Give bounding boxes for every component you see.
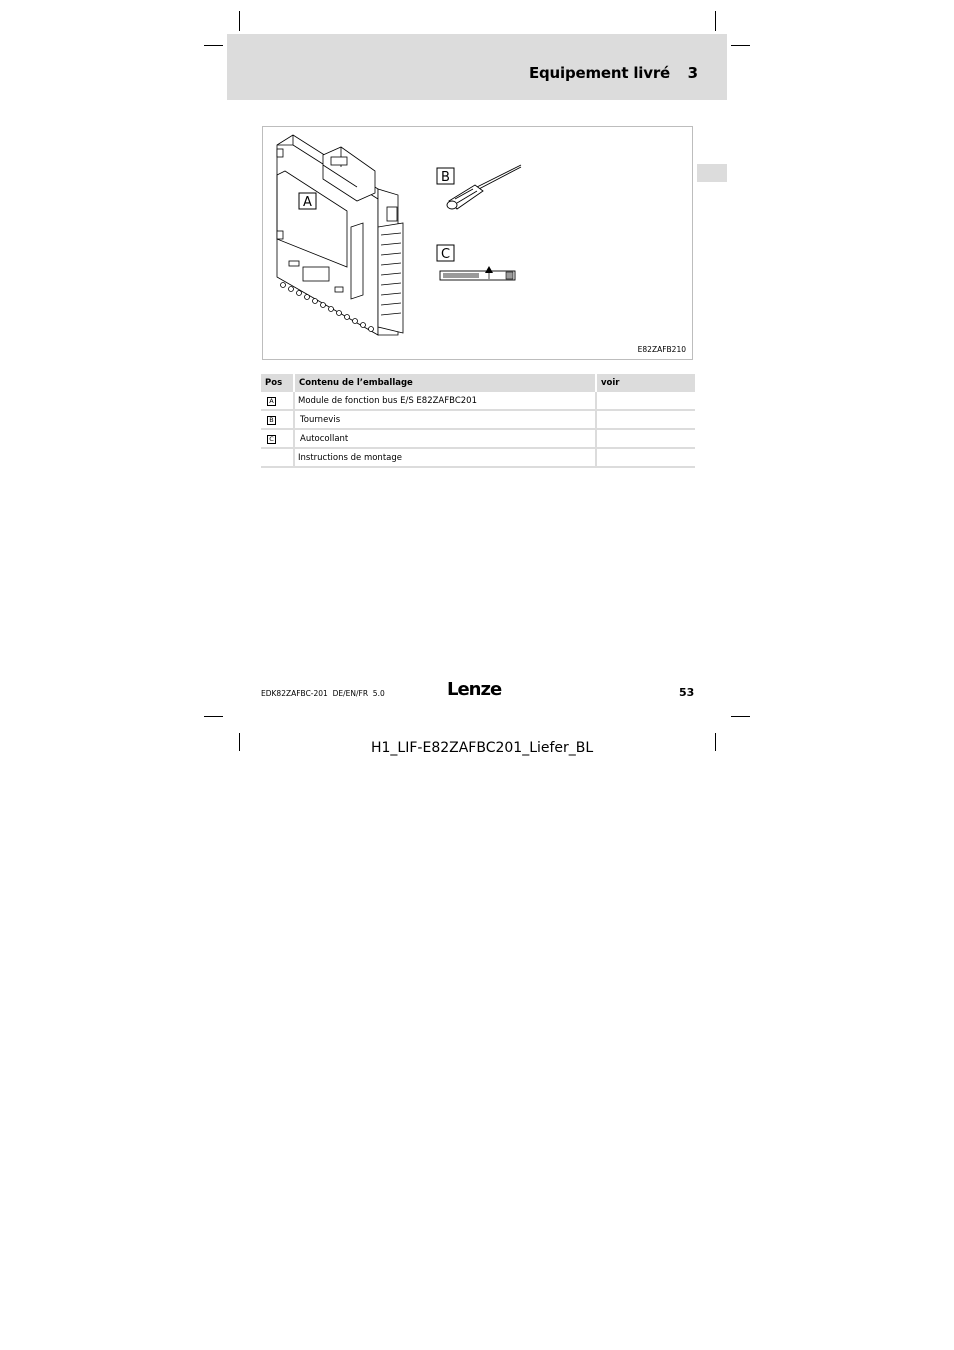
row-see	[596, 410, 695, 429]
row-pos	[261, 392, 294, 410]
contents-table	[261, 374, 695, 468]
row-see	[596, 448, 695, 467]
crop-mark	[239, 11, 240, 31]
delivery-illustration	[263, 127, 691, 358]
table-row	[261, 392, 695, 410]
row-pos	[261, 448, 294, 467]
module-drawing	[277, 135, 403, 335]
label-c: C	[440, 247, 451, 262]
page-number: 53	[679, 686, 695, 699]
col-pos: Pos	[261, 374, 294, 392]
file-slug: H1_LIF-E82ZAFBC201_Liefer_BL	[371, 740, 594, 756]
col-content: Contenu de l’emballage	[294, 374, 596, 392]
screwdriver-icon	[447, 165, 521, 209]
table-row	[261, 429, 695, 448]
label-a-box	[299, 193, 316, 210]
row-content: Module de fonction bus E/S E82ZAFBC201	[294, 392, 596, 410]
table-row	[261, 410, 695, 429]
figure-id: E82ZAFB210	[637, 345, 686, 354]
chapter-number: 3	[687, 64, 698, 82]
brand-logo: Lenze	[447, 679, 502, 700]
table-header-row	[261, 374, 695, 392]
crop-mark	[204, 716, 223, 717]
crop-mark	[731, 45, 750, 46]
sticker-icon	[440, 266, 515, 280]
row-content: Instructions de montage	[294, 448, 596, 467]
crop-mark	[715, 11, 716, 31]
label-b-box	[437, 168, 454, 185]
label-a: A	[303, 195, 312, 210]
crop-mark	[715, 733, 716, 751]
label-b: B	[441, 170, 450, 185]
row-see	[596, 429, 695, 448]
page-title: Equipement livré	[528, 64, 670, 82]
row-content: Tournevis	[294, 410, 596, 429]
row-see	[596, 392, 695, 410]
crop-mark	[239, 733, 240, 751]
chapter-tab	[697, 164, 727, 182]
document-code: EDK82ZAFBC-201 DE/EN/FR 5.0	[261, 689, 385, 698]
row-pos	[261, 429, 294, 448]
crop-mark	[204, 45, 223, 46]
col-see: voir	[596, 374, 695, 392]
label-c-box	[437, 245, 454, 262]
pos-badge: B	[267, 416, 276, 425]
figure-frame	[262, 126, 693, 360]
row-content: Autocollant	[294, 429, 596, 448]
table-row	[261, 448, 695, 467]
row-pos	[261, 410, 294, 429]
crop-mark	[731, 716, 750, 717]
page-header	[227, 34, 727, 100]
pos-badge: A	[267, 397, 276, 406]
pos-badge: C	[267, 435, 276, 444]
